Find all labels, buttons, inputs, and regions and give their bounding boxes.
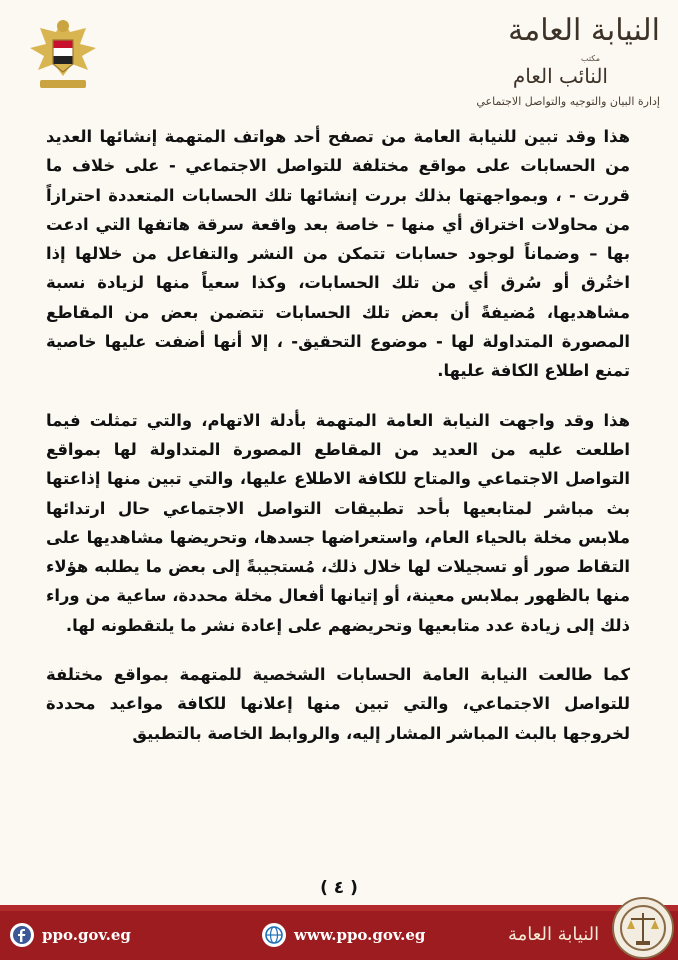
facebook-icon [10,923,34,947]
facebook-link[interactable] [10,922,131,948]
department-label: إدارة البيان والتوجيه والتواصل الاجتماعي [476,95,660,108]
website-url: www.ppo.gov.eg [294,926,426,944]
paragraph-2: هذا وقد واجهت النيابة العامة المتهمة بأدلة الاتهام، والتي تمثلت فيما اطلعت عليه من العديد من المقاطع المصورة المتداولة لها بمواقع التواصل الاجتماعي والمتاح للكافة الاطلاع عليها، والتي تبين منها إذاعتها بث مباشر لمتابعيها بأحد تطبيقات التواصل الاجتماعي حال ارتدائها ملابس مخلة بالحياء العام، واستعراضها جسدها، وتحريضها مشاهديها على التقاط صور أو تسجيلات لها خلال ذلك، مُستجيبةً إلى بعض ما يطلبه هؤلاء منها بالظهور بملابس معينة، أو إتيانها أفعال مخلة محددة، ساعية من وراء ذلك إلى زيادة عدد متابعيها وتحريضهم على إعادة نشر ما يلتقطونه لها. [46,410,630,635]
institution-title: النيابة العامة [508,13,660,48]
public-prosecution-emblem [612,897,674,959]
paragraph-3: كما طالعت النيابة العامة الحسابات الشخصية للمتهمة بمواقع مختلفة للتواصل الاجتماعي، والتي تبين منها إعلانها للكافة مواعيد محددة لخروجها بالبث المباشر المشار إليه، والروابط الخاصة بالتطبيق [46,665,630,743]
website-link[interactable] [262,922,425,948]
statement-body [46,122,630,768]
page-number: ( ٤ ) [320,878,358,898]
office-label: مكتب [581,54,600,63]
letterhead [0,0,678,118]
attorney-general-label: النائب العام [512,64,608,88]
paragraph-1: هذا وقد تبين للنيابة العامة من تصفح أحد هواتف المتهمة إنشائها العديد من الحسابات على مواقع مختلفة للتواصل الاجتماعي - على خلاف ما قررت - ، وبمواجهتها بذلك بررت إنشائها تلك الحسابات المتعددة احترازاً من محاولات اختراق أي منها – خاصة بعد واقعة سرقة هاتفها التي ادعت بها – وضماناً لوجود حسابات تتمكن من النشر والتفاعل من خلالها إذا اختُرق أو سُرق أي من تلك الحسابات، وكذا سعياً منها لزيادة نسبة مشاهديها، مُضيفةً أن بعض تلك الحسابات تتضمن بعض من المقاطع المصورة المتداولة لها - موضوع التحقيق- ، إلا أنها أضفت عليها خاصية تمنع اطلاع الكافة عليها. [46,127,630,381]
footer-stripe [0,905,678,911]
globe-icon [262,923,286,947]
facebook-handle: ppo.gov.eg [42,926,131,944]
footer-brand: النيابة العامة [508,924,600,945]
egypt-eagle-emblem [26,14,100,104]
